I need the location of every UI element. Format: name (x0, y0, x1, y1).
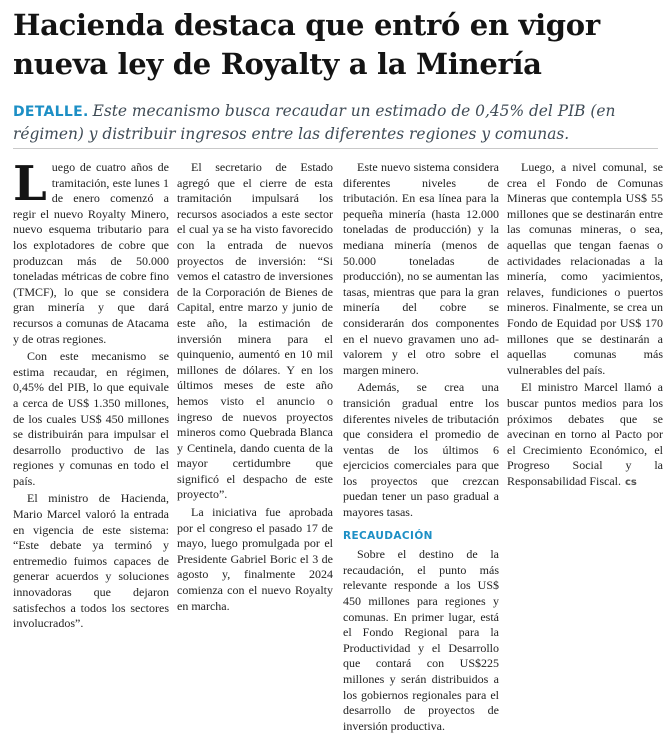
column-2 (177, 160, 333, 614)
paragraph-1-text: uego de cuatro años de tramitación, este lunes 1 de enero comenzó a regir el nuevo Royalty Minero, nuevo esquema tributario para los explotadores de cobre que produzcan más de 50.000 toneladas métricas de cobre fino (TMCF), lo que se considera gran minería y que dará recursos a comunas de Atacama y de otras regiones. (13, 160, 169, 346)
paragraph-7: Además, se crea una transición gradual entre los diferentes niveles de tributación que considera el promedio de ventas de los últimos 6 ejercicios comerciales para que los proyectos que crezcan puedan tener un paso gradual a mayores tasas. (343, 380, 499, 520)
paragraph-2: Con este mecanismo se estima recaudar, en régimen, 0,45% del PIB, lo que equivale a cerca de US$ 1.350 millones, de los cuales US$ 450 millones se distribuirán para impulsar el desarrollo productivo de las regiones y comunas en todo el país. (13, 349, 169, 488)
divider (13, 148, 658, 149)
paragraph-10-text: El ministro Marcel llamó a buscar puntos medios para los próximos debates que se avecinan en torno al Pacto por el Crecimiento Económico, el Progreso Social y la Responsabilidad Fiscal. (507, 380, 663, 488)
deck-label: DETALLE. (13, 104, 89, 120)
paragraph-1 (13, 156, 169, 347)
paragraph-5: La iniciativa fue aprobada por el congreso el pasado 17 de mayo, luego promulgada por el Presidente Gabriel Boric el 3 de agosto y, finalmente 2024 comienza con el nuevo Royalty en marcha. (177, 505, 333, 613)
paragraph-4: El secretario de Estado agregó que el cierre de esta tramitación impulsará los recursos asociados a este sector el cual ya se ha visto favorecido con la entrada de nuevos proyectos de inversión: “Si vemos el catastro de inversiones de la Corporación de Bienes de Capital, entre marzo y junio de este año, la estimación de inversión minera para el quinquenio, aumentó en 10 mil millones de dólares. Y en los últimos meses de este año hemos visto el anuncio o ingreso de nuevos proyectos mineros como Quebrada Blanca y Centinela, dando cuenta de la mayor certidumbre que significó el despacho de este proyecto”. (177, 160, 333, 502)
section-head-recaudacion: RECAUDACIÓN (343, 529, 433, 542)
paragraph-8: Sobre el destino de la recaudación, el punto más relevante responde a los US$ 450 millones para regiones y comunas. En primer lugar, está el Fondo Regional para la Productividad y el Desarrollo que contará con US$225 millones y serán distribuidos a los gobiernos regionales para el desarrollo de proyectos de inversión productiva. (343, 547, 499, 733)
paragraph-6: Este nuevo sistema considera diferentes niveles de tributación. En esa línea para la pequeña minería (hasta 12.000 toneladas de producción) y la mediana minería (menos de 50.000 toneladas de producción), no se aumentan las tasas, mientras que para la gran minería del cobre se considerarán dos componentes en el nuevo gravamen uno ad-valorem y el otro sobre el margen minero. (343, 160, 499, 377)
paragraph-10 (507, 380, 663, 490)
end-mark: cs (625, 476, 637, 488)
column-4 (507, 160, 663, 490)
headline: Hacienda destaca que entró en vigor nueva ley de Royalty a la Minería (13, 8, 600, 81)
paragraph-3: El ministro de Hacienda, Mario Marcel valoró la entrada en vigencia de este sistema: “Este debate ya terminó y entremedio fuimos capaces de generar acuerdos y soluciones innovadoras que dejaron satisfechos a todos los sectores involucrados”. (13, 491, 169, 631)
deck (13, 100, 658, 145)
paragraph-9: Luego, a nivel comunal, se crea el Fondo de Comunas Mineras que contempla US$ 55 millones que se destinarán entre las comunas mineras, o sea, aquellas que tengan faenas o actividades relacionadas a la minería, como yacimientos, relaves, fundiciones o puertos mineros. Finalmente, se crea un Fondo de Equidad por US$ 170 millones que se destinarán a aquellas comunas más vulnerables del país. (507, 160, 663, 377)
dropcap: L (13, 156, 47, 212)
column-1 (13, 156, 169, 632)
column-3 (343, 160, 499, 734)
deck-text: Este mecanismo busca recaudar un estimado de 0,45% del PIB (en régimen) y distribuir ingresos entre las diferentes regiones y comunas. (13, 102, 616, 143)
